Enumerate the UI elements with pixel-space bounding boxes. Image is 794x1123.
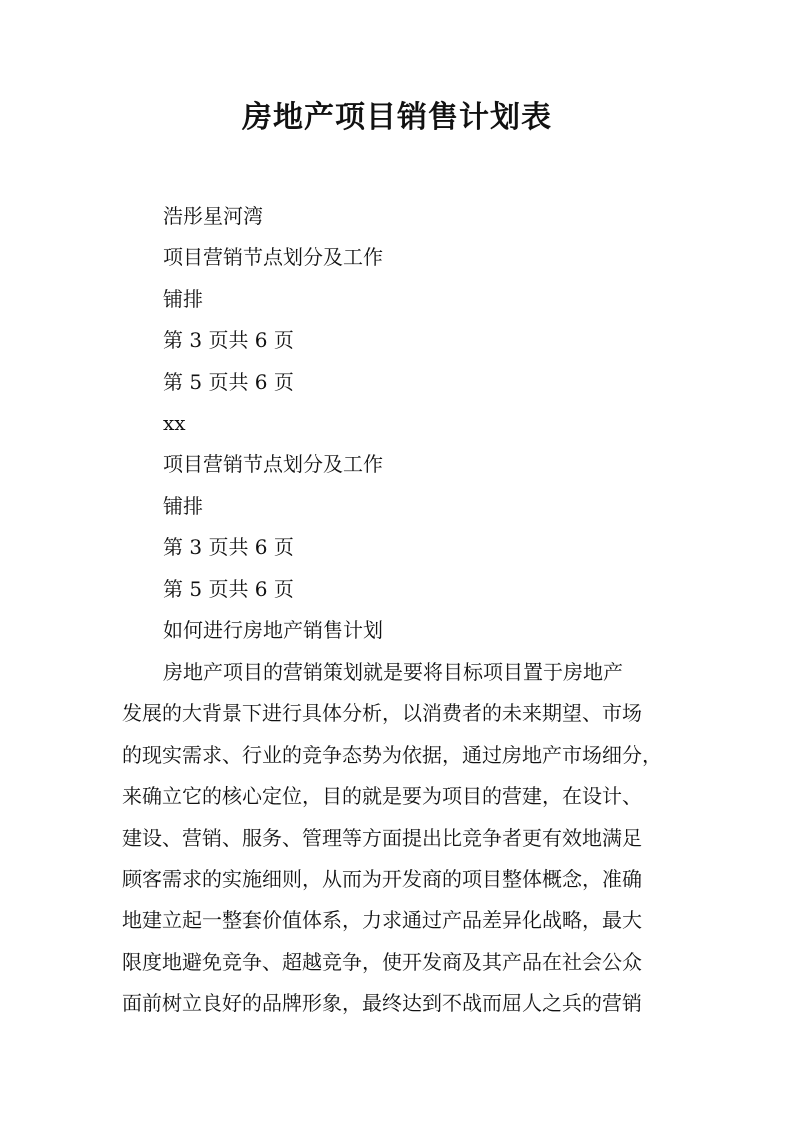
paragraph-line: 发展的大背景下进行具体分析，以消费者的未来期望、市场 <box>122 701 642 726</box>
paragraph-line: 面前树立良好的品牌形象，最终达到不战而屈人之兵的营销 <box>122 991 642 1016</box>
header-lines <box>163 196 383 651</box>
text-line: 第 3 页共 6 页 <box>163 328 294 353</box>
paragraph-line: 房地产项目的营销策划就是要将目标项目置于房地产 <box>163 660 623 684</box>
paragraph-line: 的现实需求、行业的竞争态势为依据，通过房地产市场细分， <box>122 742 662 767</box>
text-line: 浩彤星河湾 <box>163 204 263 228</box>
paragraph-line: 地建立起一整套价值体系，力求通过产品差异化战略，最大 <box>122 908 642 933</box>
text-line: 如何进行房地产销售计划 <box>163 617 383 642</box>
paragraph-line: 来确立它的核心定位，目的就是要为项目的营建，在设计、 <box>122 784 642 809</box>
text-line: 第 3 页共 6 页 <box>163 535 294 560</box>
paragraph-line: 顾客需求的实施细则，从而为开发商的项目整体概念，准确 <box>122 866 642 891</box>
paragraph-line: 建设、营销、服务、管理等方面提出比竞争者更有效地满足 <box>122 825 642 850</box>
text-line: xx <box>163 410 186 435</box>
text-line: 铺排 <box>163 286 203 311</box>
text-line: 项目营销节点划分及工作 <box>163 452 383 477</box>
paragraph-line: 限度地避免竞争、超越竞争，使开发商及其产品在社会公众 <box>122 949 642 974</box>
text-line: 第 5 页共 6 页 <box>163 576 294 601</box>
text-line: 铺排 <box>163 493 203 518</box>
body-paragraph <box>122 652 662 1025</box>
text-line: 项目营销节点划分及工作 <box>163 245 383 270</box>
page-title: 房地产项目销售计划表 <box>242 100 552 135</box>
text-line: 第 5 页共 6 页 <box>163 369 294 394</box>
